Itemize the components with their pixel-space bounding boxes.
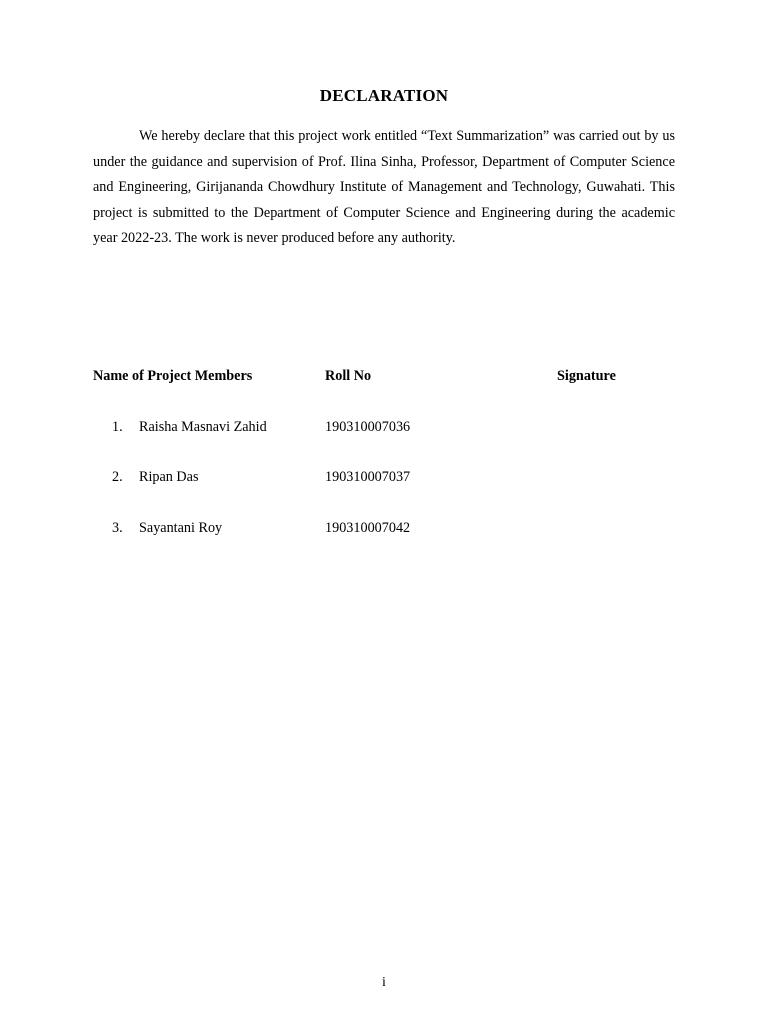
declaration-paragraph: We hereby declare that this project work entitled “Text Summarization” was carried out by us under the guidance and supervision of Prof. Ilina Sinha, Professor, Department of Computer Science and Engineering, Girijananda Chowdhury Institute of Management and Technology, Guwahati. This project is submitted to the Department of Computer Science and Engineering during the academic year 2022-23. The work is never produced before any authority. xyxy=(93,128,675,247)
page-title: DECLARATION xyxy=(319,86,449,105)
member-roll: 190310007036 xyxy=(325,419,411,435)
member-roll: 190310007042 xyxy=(325,520,411,536)
member-name: Raisha Masnavi Zahid xyxy=(139,419,267,435)
member-name: Sayantani Roy xyxy=(139,520,223,536)
column-header-signature: Signature xyxy=(557,368,616,384)
column-header-name: Name of Project Members xyxy=(93,368,253,384)
member-number: 1. xyxy=(112,419,123,435)
member-number: 3. xyxy=(112,520,123,536)
member-roll: 190310007037 xyxy=(325,469,411,485)
member-name: Ripan Das xyxy=(139,469,199,485)
page-number: i xyxy=(382,975,386,990)
member-number: 2. xyxy=(112,469,123,485)
column-header-roll: Roll No xyxy=(325,368,372,384)
